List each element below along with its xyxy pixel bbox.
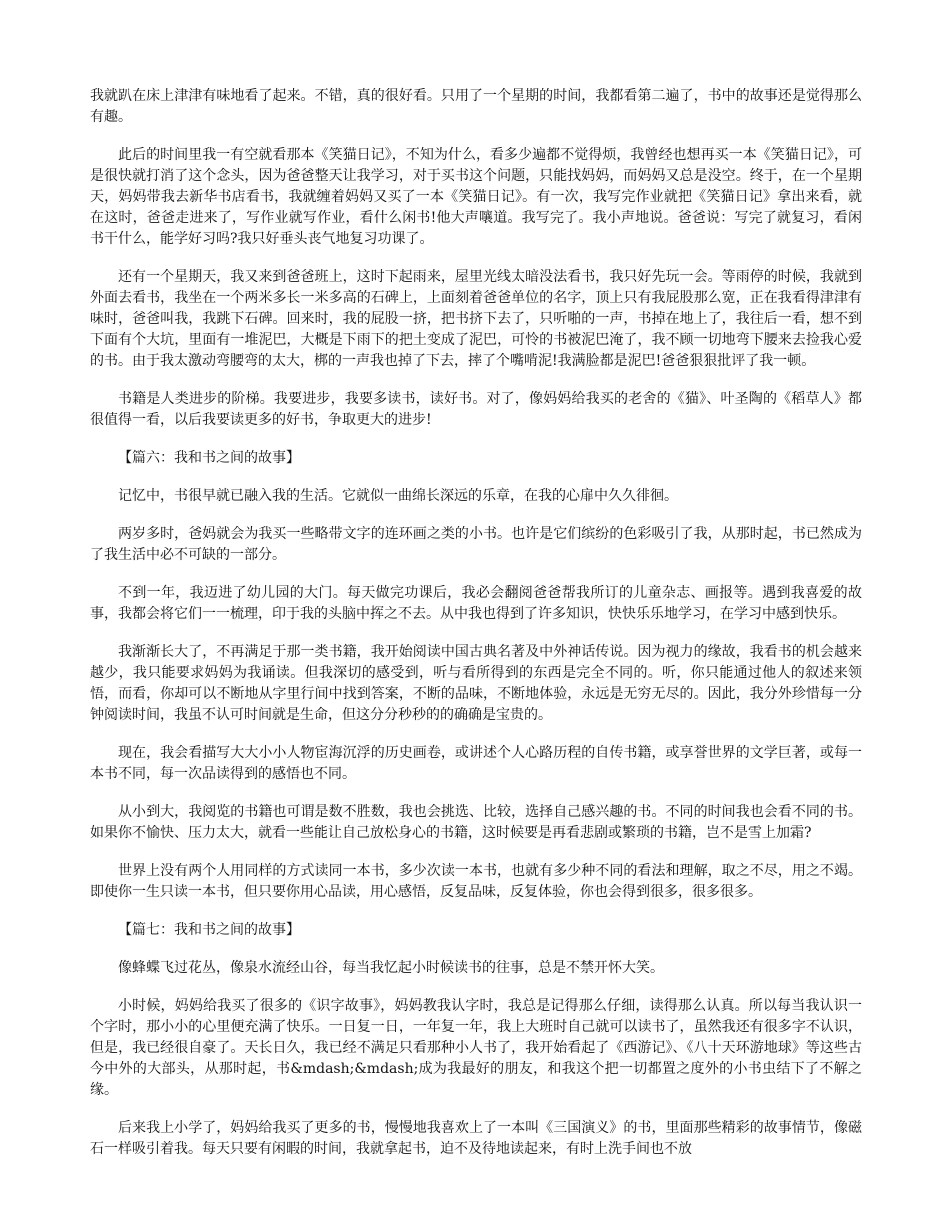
paragraph: 小时候，妈妈给我买了很多的《识字故事》，妈妈教我认字时，我总是记得那么仔细，读得那么认真。所以每当我认识一个字时，那小小的心里便充满了快乐。一日复一日，一年复一年，我上大班时自己就可以读书了，虽然我还有很多字不认识，但是，我已经很自豪了。天长日久，我已经不满足只看那种小人书了，我开始看起了《西游记》、《八十天环游地球》等这些古今中外的大部头，从那时起，书&mdash;&mdash;成为我最好的朋友，和我这个把一切都置之度外的小书虫结下了不解之缘。 [90, 998, 862, 1098]
paragraph: 此后的时间里我一有空就看那本《笑猫日记》，不知为什么，看多少遍都不觉得烦，我曾经也想再买一本《笑猫日记》，可是很快就打消了这个念头，因为爸爸整天让我学习，对于买书这个问题，只能找妈妈，而妈妈又总是没空。终于，在一个星期天，妈妈带我去新华书店看书，我就缠着妈妈又买了一本《笑猫日记》。有一次，我写完作业就把《笑猫日记》拿出来看，就在这时，爸爸走进来了，写作业就写作业，看什么闲书!他大声嚷道。我写完了。我小声地说。爸爸说：写完了就复习，看闲书干什么，能学好习吗?我只好垂头丧气地复习功课了。 [90, 147, 862, 247]
paragraph: 两岁多时，爸妈就会为我买一些略带文字的连环画之类的小书。也许是它们缤纷的色彩吸引了我，从那时起，书已然成为了我生活中必不可缺的一部分。 [90, 526, 862, 563]
paragraph: 后来我上小学了，妈妈给我买了更多的书，慢慢地我喜欢上了一本叫《三国演义》的书，里面那些精彩的故事情节，像磁石一样吸引着我。每天只要有闲暇的时间，我就拿起书，迫不及待地读起来，有时上洗手间也不放 [90, 1120, 862, 1157]
paragraph: 不到一年，我迈进了幼儿园的大门。每天做完功课后，我必会翻阅爸爸帮我所订的儿童杂志、画报等。遇到我喜爱的故事，我都会将它们一一梳理，印于我的头脑中挥之不去。从中我也得到了许多知识，快快乐乐地学习，在学习中感到快乐。 [90, 585, 862, 622]
section-heading-6: 【篇六：我和书之间的故事】 [118, 450, 300, 466]
paragraph-continuation: 我就趴在床上津津有味地看了起来。不错，真的很好看。只用了一个星期的时间，我都看第二遍了，书中的故事还是觉得那么有趣。 [90, 88, 862, 125]
paragraph: 记忆中，书很早就已融入我的生活。它就似一曲绵长深远的乐章，在我的心扉中久久徘徊。 [118, 488, 678, 504]
paragraph: 世界上没有两个人用同样的方式读同一本书，多少次读一本书，也就有多少种不同的看法和理解，取之不尽，用之不竭。即使你一生只读一本书，但只要你用心品读，用心感悟，反复品味，反复体验，你也会得到很多，很多很多。 [90, 863, 862, 900]
paragraph: 书籍是人类进步的阶梯。我要进步，我要多读书，读好书。对了，像妈妈给我买的老舍的《猫》、叶圣陶的《稻草人》都很值得一看，以后我要读更多的好书，争取更大的进步! [90, 391, 862, 428]
document-page [90, 86, 862, 1177]
paragraph: 我渐渐长大了，不再满足于那一类书籍，我开始阅读中国古典名著及中外神话传说。因为视力的缘故，我看书的机会越来越少，我只能要求妈妈为我诵读。但我深切的感受到，听与看所得到的东西是完全不同的。听，你只能通过他人的叙述来领悟，而看，你却可以不断地从字里行间中找到答案，不断的品味，不断地体验，永远是无穷无尽的。因此，我分外珍惜每一分钟阅读时间，我虽不认可时间就是生命，但这分分秒秒的的确确是宝贵的。 [90, 644, 862, 723]
paragraph: 还有一个星期天，我又来到爸爸班上，这时下起雨来，屋里光线太暗没法看书，我只好先玩一会。等雨停的时候，我就到外面去看书，我坐在一个两米多长一米多高的石碑上，上面刻着爸爸单位的名字，顶上只有我屁股那么宽，正在我看得津津有味时，爸爸叫我，我跳下石碑。回来时，我的屁股一挤，把书挤下去了，只听啪的一声，书掉在地上了，我往后一看，想不到下面有个大坑，里面有一堆泥巴，大概是下雨下的把土变成了泥巴，可怜的书被泥巴淹了，我不顾一切地弯下腰来去捡我心爱的书。由于我太激动弯腰弯的太大，梆的一声我也掉了下去，摔了个嘴啃泥!我满脸都是泥巴!爸爸狠狠批评了我一顿。 [90, 269, 862, 369]
paragraph: 像蜂蝶飞过花丛，像泉水流经山谷，每当我忆起小时候读书的往事，总是不禁开怀大笑。 [118, 960, 664, 976]
section-heading-7: 【篇七：我和书之间的故事】 [118, 922, 300, 938]
paragraph: 从小到大，我阅览的书籍也可谓是数不胜数，我也会挑选、比较，选择自己感兴趣的书。不同的时间我也会看不同的书。如果你不愉快、压力太大，就看一些能让自己放松身心的书籍，这时候要是再看悲剧或繁琐的书籍，岂不是雪上加霜? [90, 804, 862, 841]
paragraph: 现在，我会看描写大大小小人物宦海沉浮的历史画卷，或讲述个人心路历程的自传书籍，或享誉世界的文学巨著，或每一本书不同，每一次品读得到的感悟也不同。 [90, 745, 862, 782]
